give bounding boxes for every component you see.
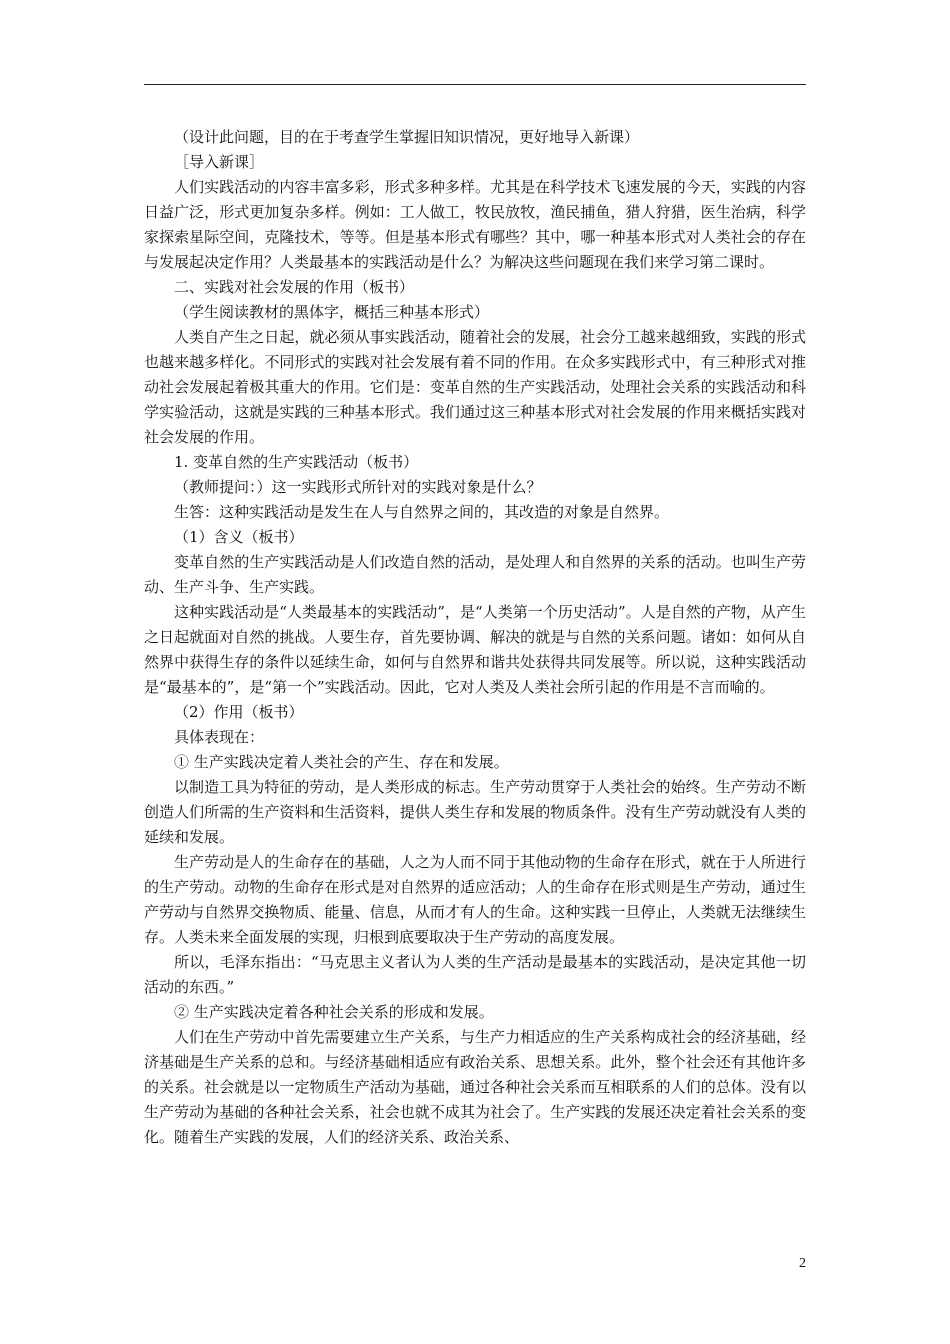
header-rule bbox=[144, 84, 806, 85]
section-heading: 二、实践对社会发展的作用（板书） bbox=[174, 278, 415, 296]
page-number: 2 bbox=[799, 1256, 806, 1271]
paragraph: （教师提问：）这一实践形式所针对的实践对象是什么？ bbox=[174, 478, 542, 496]
paragraph: 人们实践活动的内容丰富多彩，形式多种多样。尤其是在科学技术飞速发展的今天，实践的内容日益广泛，形式更加复杂多样。例如：工人做工，牧民放牧，渔民捕鱼，猎人狩猎，医生治病，科学家探索星际空间，克隆技术，等等。但是基本形式有哪些？其中，哪一种基本形式对人类社会的存在与发展起决定作用？人类最基本的实践活动是什么？为解决这些问题现在我们来学习第二课时。 bbox=[144, 178, 806, 271]
subsection-heading: （1）含义（板书） bbox=[174, 528, 304, 546]
paragraph: 生产劳动是人的生命存在的基础，人之为人而不同于其他动物的生命存在形式，就在于人所进行的生产劳动。动物的生命存在形式是对自然界的适应活动；人的生命存在形式则是生产劳动，通过生产劳动与自然界交换物质、能量、信息，从而才有人的生命。这种实践一旦停止，人类就无法继续生存。人类未来全面发展的实现，归根到底要取决于生产劳动的高度发展。 bbox=[144, 853, 806, 946]
paragraph: 以制造工具为特征的劳动，是人类形成的标志。生产劳动贯穿于人类社会的始终。生产劳动不断创造人们所需的生产资料和生活资料，提供人类生存和发展的物质条件。没有生产劳动就没有人类的延续和发展。 bbox=[144, 778, 806, 846]
list-point: ① 生产实践决定着人类社会的产生、存在和发展。 bbox=[174, 753, 509, 771]
paragraph: 生答：这种实践活动是发生在人与自然界之间的，其改造的对象是自然界。 bbox=[174, 503, 670, 521]
paragraph: 具体表现在： bbox=[174, 728, 265, 746]
list-point: ② 生产实践决定着各种社会关系的形成和发展。 bbox=[174, 1003, 494, 1021]
paragraph: 人们在生产劳动中首先需要建立生产关系，与生产力相适应的生产关系构成社会的经济基础，经济基础是生产关系的总和。与经济基础相适应有政治关系、思想关系。此外，整个社会还有其他许多的关系。社会就是以一定物质生产活动为基础，通过各种社会关系而互相联系的人们的总体。没有以生产劳动为基础的各种社会关系，社会也就不成其为社会了。生产实践的发展还决定着社会关系的变化。随着生产实践的发展，人们的经济关系、政治关系、 bbox=[144, 1028, 806, 1146]
paragraph: ［导入新课］ bbox=[174, 153, 265, 171]
subsection-heading: （2）作用（板书） bbox=[174, 703, 304, 721]
paragraph: 变革自然的生产实践活动是人们改造自然的活动，是处理人和自然界的关系的活动。也叫生产劳动、生产斗争、生产实践。 bbox=[144, 553, 806, 596]
subsection-heading: 1. 变革自然的生产实践活动（板书） bbox=[174, 453, 419, 471]
body-text bbox=[144, 125, 806, 1150]
paragraph: 人类自产生之日起，就必须从事实践活动，随着社会的发展，社会分工越来越细致，实践的形式也越来越多样化。不同形式的实践对社会发展有着不同的作用。在众多实践形式中，有三种形式对推动社会发展起着极其重大的作用。它们是：变革自然的生产实践活动，处理社会关系的实践活动和科学实验活动，这就是实践的三种基本形式。我们通过这三种基本形式对社会发展的作用来概括实践对社会发展的作用。 bbox=[144, 328, 806, 446]
paragraph: 这种实践活动是“人类最基本的实践活动”，是“人类第一个历史活动”。人是自然的产物，从产生之日起就面对自然的挑战。人要生存，首先要协调、解决的就是与自然的关系问题。诸如：如何从自然界中获得生存的条件以延续生命，如何与自然界和谐共处获得共同发展等。所以说，这种实践活动是“最基本的”，是“第一个”实践活动。因此，它对人类及人类社会所引起的作用是不言而喻的。 bbox=[144, 603, 806, 696]
paragraph: 所以，毛泽东指出：“马克思主义者认为人类的生产活动是最基本的实践活动，是决定其他一切活动的东西。” bbox=[144, 953, 806, 996]
paragraph: （设计此问题，目的在于考查学生掌握旧知识情况，更好地导入新课） bbox=[174, 128, 640, 146]
paragraph: （学生阅读教材的黑体字，概括三种基本形式） bbox=[174, 303, 490, 321]
